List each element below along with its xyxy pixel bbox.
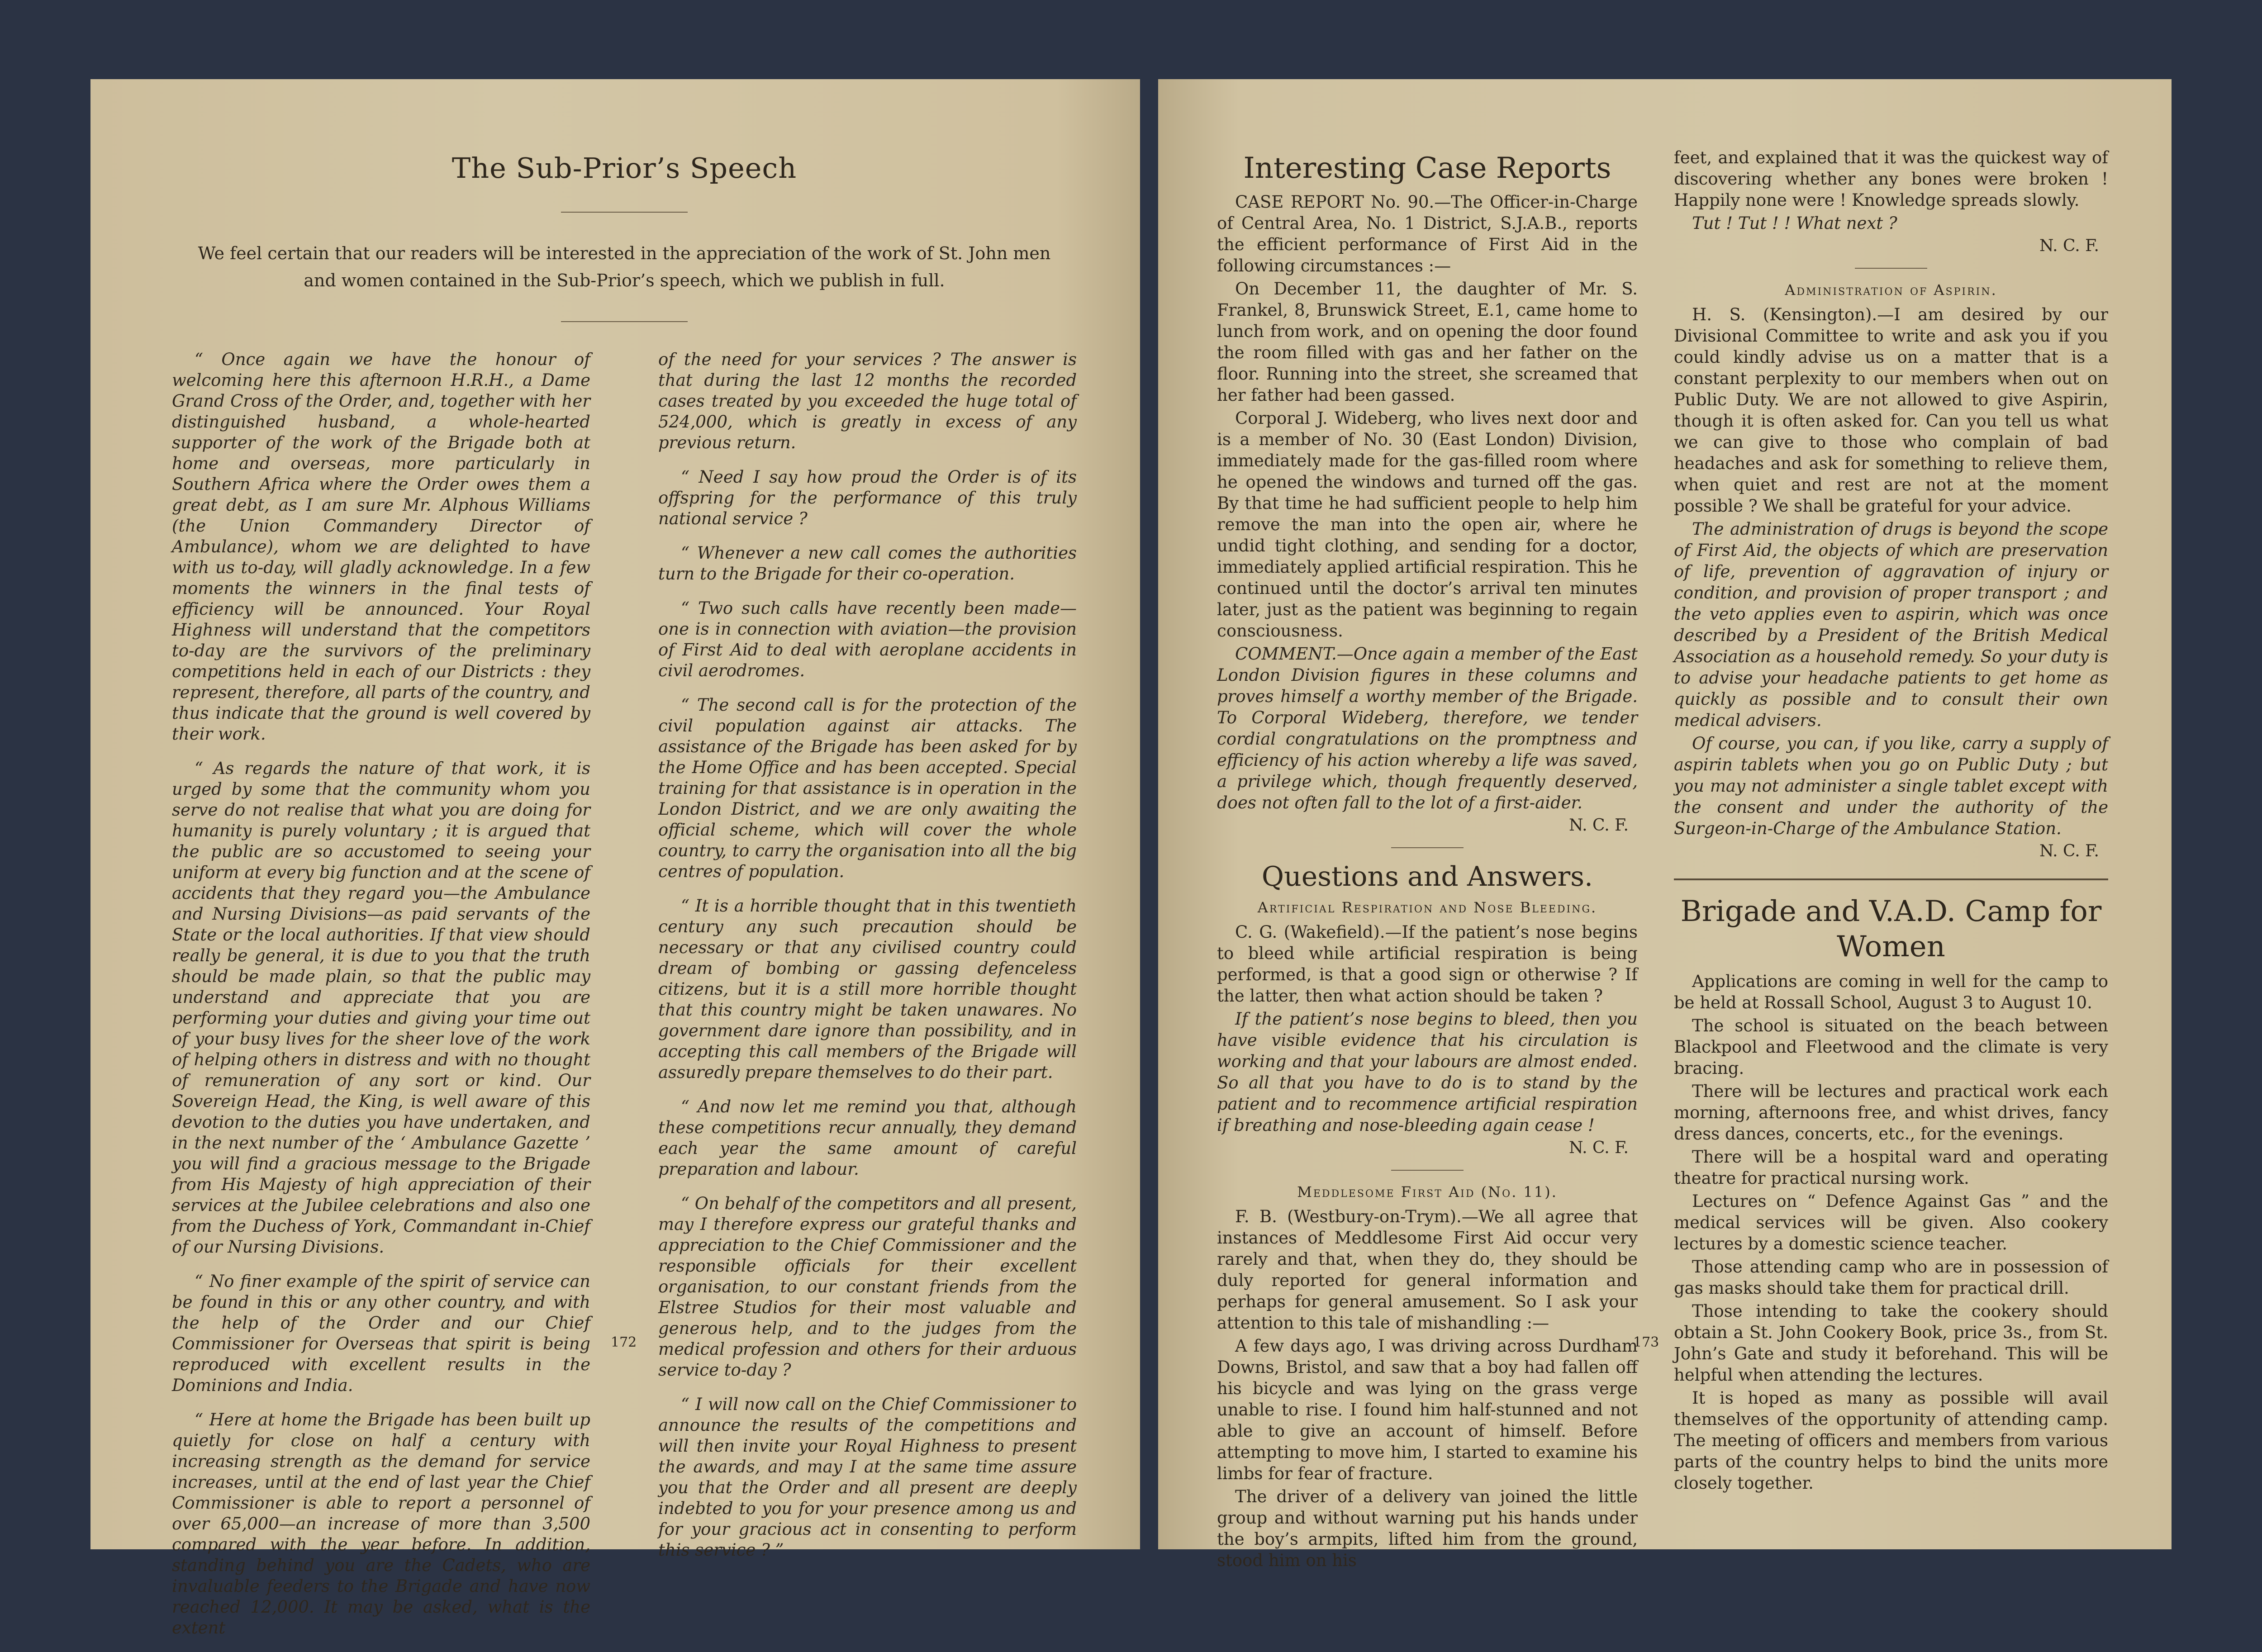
subheading: Administration of Aspirin. <box>1785 281 1997 299</box>
subheading: Artificial Respiration and Nose Bleeding. <box>1257 899 1597 916</box>
right-column-1 <box>1217 147 1638 1573</box>
paragraph: “ Whenever a new call comes the authorities turn to the Brigade for their co-operation. <box>658 543 1077 584</box>
speech-column-2 <box>658 349 1077 1652</box>
paragraph: “ Once again we have the honour of welcoming here this afternoon H.R.H., a Dame Grand Cross of the Order, and, together with her distinguished husband, a whole-hearted supporter of the work of the Brigade both at home and overseas, more particularly in Southern Africa where the Order owes them a great debt, as I am sure Mr. Alphous Williams (the Union Commandery Director of Ambulance), whom we are delighted to have with us to-day, will gladly acknowledge. In a few moments the winners in the final tests of efficiency will be announced. Your Royal Highness will understand that the competitors to-day are the survivors of the preliminary competitions held in each of our Districts : they represent, therefore, all parts of the country, and thus indicate that the ground is well covered by their work. <box>172 350 590 744</box>
paragraph: “ And now let me remind you that, although these competitions recur annually, they demand each year the same amount of careful preparation and labour. <box>658 1097 1077 1179</box>
signature: N. C. F. <box>1568 816 1629 835</box>
comment: COMMENT.—Once again a member of the East London Division figures in these columns and proves himself a worthy member of the Brigade. To Corporal Wideberg, therefore, we tender cordial congratulations on the promptness and efficiency of his action whereby a life was saved, a privilege which, though frequently deserved, does not often fall to the lot of a first-aider. <box>1217 644 1638 812</box>
section-rule <box>1674 878 2108 880</box>
article-intro: We feel certain that our readers will be interested in the appreciation of the work of St. John men and women contained in the Sub-Prior’s speech, which we publish in full. <box>198 243 1051 290</box>
speech-columns <box>172 349 1077 1652</box>
signature: N. C. F. <box>2039 237 2099 255</box>
question: H. S. (Kensington).—I am desired by our Divisional Committee to write and ask you if you could kindly advise us on a matter that is a constant perplexity to our members when out on Public Duty. We are not allowed to give Aspirin, though it is often asked for. Can you tell us what we can give to those who complain of bad headaches and ask for something to relieve them, when quiet and rest are not at the moment possible ? We shall be grateful for your advice. <box>1674 305 2108 516</box>
signature: N. C. F. <box>2039 842 2099 860</box>
paragraph: F. B. (Westbury-on-Trym).—We all agree that instances of Meddlesome First Aid occur very rarely and that, when they do, they should be duly reported for general information and perhaps for general amusement. So I ask your attention to this tale of mishandling :— <box>1217 1207 1638 1333</box>
paragraph: “ No finer example of the spirit of service can be found in this or any other country, and with the help of the Order and our Chief Commissioner for Overseas that spirit is being reproduced with excellent results in the Dominions and India. <box>172 1272 590 1395</box>
speech-column-1 <box>172 349 590 1652</box>
paragraph: The driver of a delivery van joined the little group and without warning put his hands under the boy’s armpits, lifted him from the ground, stood him on his <box>1217 1487 1638 1570</box>
title-rule <box>561 212 688 213</box>
paragraph: CASE REPORT No. 90.—The Officer-in-Charge of Central Area, No. 1 District, S.J.A.B., reports the efficient performance of First Aid in the following circumstances :— <box>1217 192 1638 275</box>
paragraph: Those intending to take the cookery should obtain a St. John Cookery Book, price 3s., from St. John’s Gate and study it beforehand. This will be helpful when attending the lectures. <box>1674 1301 2108 1385</box>
section-title: Questions and Answers. <box>1261 861 1593 892</box>
paragraph: “ Need I say how proud the Order is of its offspring for the performance of this truly national service ? <box>658 467 1077 528</box>
intro-rule <box>561 321 688 322</box>
section-rule <box>1391 847 1464 848</box>
paragraph: Corporal J. Wideberg, who lives next door and is a member of No. 30 (East London) Division, immediately made for the gas-filled room where he opened the windows and turned off the gas. By that time he had sufficient people to help him remove the man into the open air, where he undid tight clothing, and sending for a doctor, immediately applied artificial respiration. This he continued until the doctor’s arrival ten minutes later, just as the patient was beginning to regain consciousness. <box>1217 408 1638 641</box>
paragraph: “ Here at home the Brigade has been built up quietly for close on half a century with increasing strength as the demand for service increases, until at the end of last year the Chief Commissioner is able to report a personnel of over 65,000—an increase of more than 3,500 compared with the year before. In addition, standing behind you are the Cadets, who are invaluable feeders to the Brigade and have now reached 12,000. It may be asked, what is the extent <box>172 1410 590 1638</box>
right-page <box>1158 79 2172 1570</box>
answer: Of course, you can, if you like, carry a supply of aspirin tablets when you go on Public Duty ; but you may not administer a single tablet except with the consent and under the authority of the Surgeon-in-Charge of the Ambulance Station. <box>1674 734 2108 838</box>
paragraph: The school is situated on the beach between Blackpool and Fleetwood and the climate is very bracing. <box>1674 1016 2108 1078</box>
paragraph: “ Two such calls have recently been made—one is in connection with aviation—the provision of First Aid to deal with aeroplane accidents in civil aerodromes. <box>658 598 1077 680</box>
paragraph: “ As regards the nature of that work, it is urged by some that the community whom you serve do not realise that what you are doing for humanity is purely voluntary ; it is argued that the public are so accustomed to seeing your uniform at every big function and at the scene of accidents that they regard you—the Ambulance and Nursing Divisions—as paid servants of the State or the local authorities. If that view should really be general, it is due to you that the truth should be made plain, so that the public may understand and appreciate that you are performing your duties and giving your time out of your busy lives for the sheer love of the work of helping others in distress and with no thought of remuneration of any sort or kind. Our Sovereign Head, the King, is well aware of this devotion to the duties you have undertaken, and in the next number of the ‘ Ambulance Gazette ’ you will find a gracious message to the Brigade from His Majesty of high appreciation of their services at the Jubilee celebrations and also one from the Duchess of York, Commandant in-Chief of our Nursing Divisions. <box>172 759 590 1257</box>
tut-line: Tut ! Tut ! ! What next ? <box>1692 214 1897 233</box>
paragraph: It is hoped as many as possible will avail themselves of the opportunity of attending camp. The meeting of officers and members from various parts of the country helps to bind the units more closely together. <box>1674 1388 2108 1493</box>
paragraph: A few days ago, I was driving across Durdham Downs, Bristol, and saw that a boy had fallen off his bicycle and was lying on the grass verge unable to rise. I found him half-stunned and not able to give an account of himself. Before attempting to move him, I started to examine his limbs for fear of fracture. <box>1217 1336 1638 1483</box>
article-title: The Sub-Prior’s Speech <box>451 152 797 185</box>
section-rule <box>1855 268 1927 269</box>
answer: If the patient’s nose begins to bleed, then you have visible evidence that his circulation is working and that your labours are almost ended. So all that you have to do is to stand by the patient and to recommence artificial respiration if breathing and nose-bleeding again cease ! <box>1217 1009 1638 1135</box>
paragraph: On December 11, the daughter of Mr. S. Frankel, 8, Brunswick Street, E.1, came home to lunch from work, and on opening the door found the room filled with gas and her father on the floor. Running into the street, she screamed that her father had been gassed. <box>1217 279 1638 405</box>
paragraph: There will be lectures and practical work each morning, afternoons free, and whist drives, fancy dress dances, concerts, etc., for the evenings. <box>1674 1082 2108 1144</box>
paragraph: Lectures on “ Defence Against Gas ” and the medical services will be given. Also cookery lectures by a domestic science teacher. <box>1674 1192 2108 1253</box>
paragraph: “ I will now call on the Chief Commissioner to announce the results of the competitions and will then invite your Royal Highness to present the awards, and may I at the same time assure you that the Order and all present are deeply indebted to you for your presence among us and for your gracious act in consenting to perform this service ? ” <box>658 1395 1077 1560</box>
paragraph: Applications are coming in well for the camp to be held at Rossall School, August 3 to August 10. <box>1674 972 2108 1012</box>
subheading: Meddlesome First Aid (No. 11). <box>1297 1183 1558 1201</box>
signature: N. C. F. <box>1568 1139 1629 1157</box>
paragraph: “ The second call is for the protection of the civil population against air attacks. The assistance of the Brigade has been asked for by the Home Office and has been accepted. Special training for that assistance is in operation in the London District, and we are only awaiting the official scheme, which will cover the whole country, to carry the organisation into all the big centres of population. <box>658 695 1077 881</box>
paragraph: feet, and explained that it was the quickest way of discovering whether any bones were broken ! Happily none were ! Knowledge spreads slowly. <box>1674 148 2108 210</box>
right-column-2 <box>1674 147 2108 1573</box>
page-number: 172 <box>611 1334 637 1350</box>
paragraph: There will be a hospital ward and operating theatre for practical nursing work. <box>1674 1147 2108 1188</box>
page-number: 173 <box>1633 1334 1659 1350</box>
question: C. G. (Wakefield).—If the patient’s nose begins to bleed while artificial respiration is being performed, is that a good sign or otherwise ? If the latter, then what action should be taken ? <box>1217 922 1638 1006</box>
paragraph: “ It is a horrible thought that in this twentieth century any such precaution should be necessary or that any civilised country could dream of bombing or gassing defenceless citizens, but it is a still more horrible thought that this country might be taken unawares. No government dare ignore than possibility, and in accepting this call members of the Brigade will assuredly prepare themselves to do their part. <box>658 896 1077 1082</box>
paragraph: of the need for your services ? The answer is that during the last 12 months the recorded cases treated by you exceeded the huge total of 524,000, which is greatly in excess of any previous return. <box>658 350 1077 452</box>
paragraph: Those attending camp who are in possession of gas masks should take them for practical drill. <box>1674 1257 2108 1298</box>
left-page <box>90 79 1140 1638</box>
section-rule <box>1391 1170 1464 1171</box>
answer: The administration of drugs is beyond the scope of First Aid, the objects of which are preservation of life, prevention of aggravation of injury or condition, and provision of proper transport ; and the veto applies even to aspirin, which was once described by a President of the British Medical Association as a household remedy. So your duty is to advise your headache patients to get home as quickly as possible and to consult their own medical advisers. <box>1674 519 2108 730</box>
section-title: Brigade and V.A.D. Camp for Women <box>1680 895 2102 964</box>
paragraph: “ On behalf of the competitors and all present, may I therefore express our grateful thanks and appreciation to the Chief Commissioner and the responsible officials for their excellent organisation, to our constant friends from the Elstree Studios for their most valuable and generous help, and to the judges from the medical profession and others for their arduous service to-day ? <box>658 1194 1077 1380</box>
section-title: Interesting Case Reports <box>1243 152 1611 185</box>
